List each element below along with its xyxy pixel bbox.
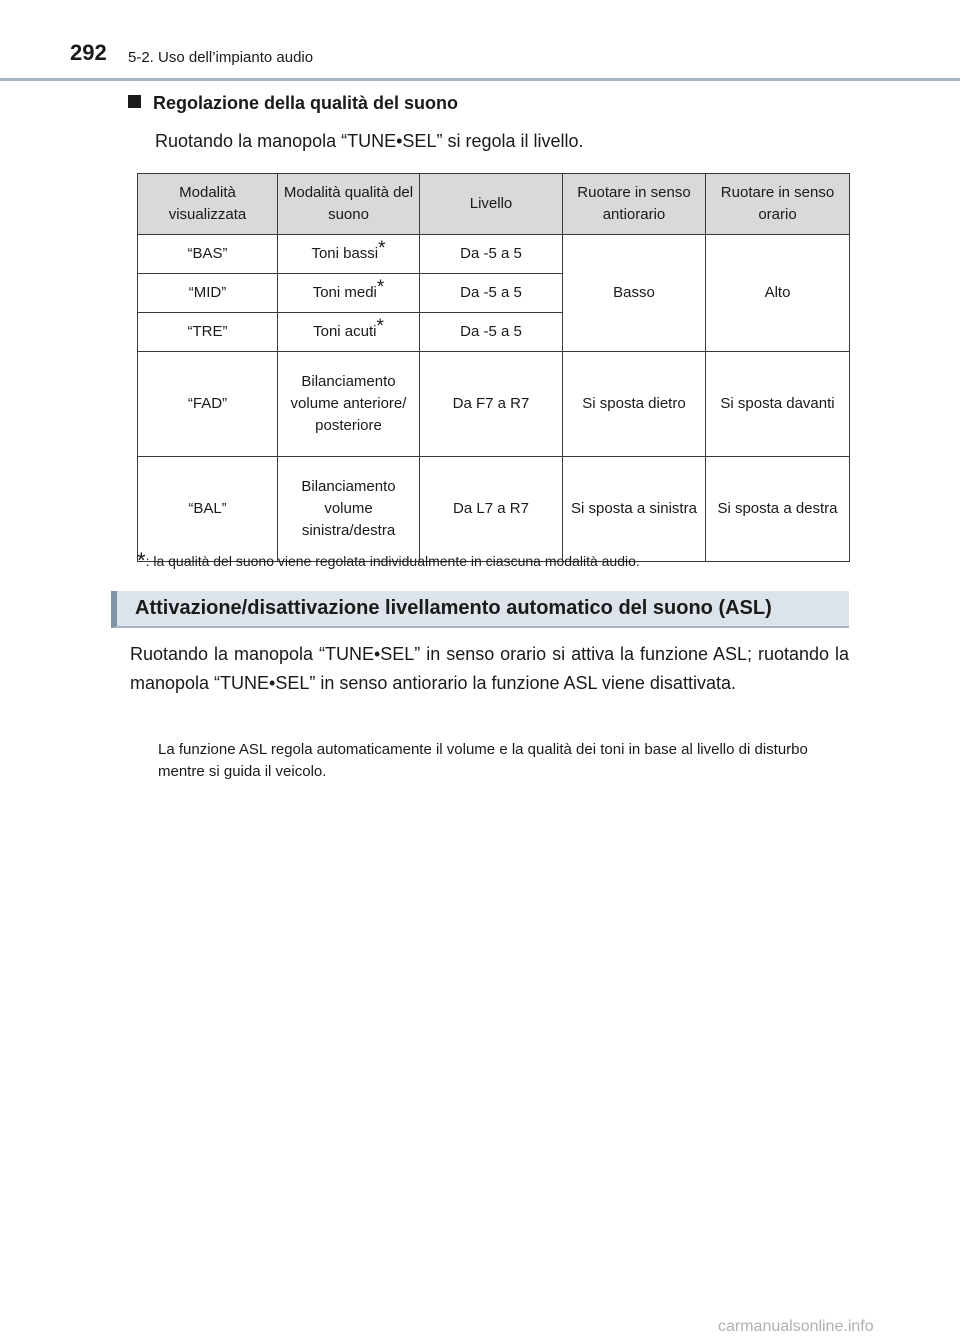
quality-label: Toni bassi xyxy=(311,245,379,262)
table-row xyxy=(138,457,850,562)
footnote-text: : la qualità del suono viene regolata individualmente in ciascuna modalità audio. xyxy=(145,553,640,569)
header-divider xyxy=(0,78,960,81)
header-counterclockwise: Ruotare in senso antiorario xyxy=(563,174,706,235)
asterisk-marker: * xyxy=(376,277,385,298)
quality-label: Toni acuti xyxy=(313,323,377,340)
subsection-title-text: Regolazione della qualità del suono xyxy=(153,93,459,113)
page-header xyxy=(0,0,960,80)
mode-cell: “MID” xyxy=(138,274,278,313)
chapter-reference: 5-2. Uso dell’impianto audio xyxy=(128,49,314,66)
level-cell: Da -5 a 5 xyxy=(420,235,563,274)
clockwise-cell: Si sposta a destra xyxy=(706,457,850,562)
watermark: carmanualsonline.info xyxy=(718,1318,874,1335)
table-row xyxy=(138,235,850,274)
mode-cell: “TRE” xyxy=(138,313,278,352)
quality-cell xyxy=(278,313,420,352)
section-note: La funzione ASL regola automaticamente il volume e la qualità dei toni in base al livello di disturbo mentre si guida il veicolo. xyxy=(158,741,808,780)
mode-cell: “BAL” xyxy=(138,457,278,562)
header-clockwise: Ruotare in senso orario xyxy=(706,174,850,235)
square-bullet-icon xyxy=(128,95,141,108)
mode-cell: “BAS” xyxy=(138,235,278,274)
counterclockwise-cell: Si sposta dietro xyxy=(563,352,706,457)
quality-label: Toni medi xyxy=(312,284,377,301)
level-cell: Da F7 a R7 xyxy=(420,352,563,457)
asterisk-marker: * xyxy=(378,238,386,259)
section-title: Attivazione/disattivazione livellamento automatico del suono (ASL) xyxy=(135,597,772,619)
level-cell: Da L7 a R7 xyxy=(420,457,563,562)
quality-cell xyxy=(278,274,420,313)
level-cell: Da -5 a 5 xyxy=(420,274,563,313)
header-display-mode: Modalità visualizzata xyxy=(138,174,278,235)
tone-clockwise-cell: Alto xyxy=(706,235,850,352)
table-header-row xyxy=(138,174,850,235)
tone-counterclockwise-cell: Basso xyxy=(563,235,706,352)
section-body: Ruotando la manopola “TUNE•SEL” in senso orario si attiva la funzione ASL; ruotando la manopola “TUNE•SEL” in senso antiorario la funzione ASL viene disattivata. xyxy=(130,644,849,693)
clockwise-cell: Si sposta davanti xyxy=(706,352,850,457)
counterclockwise-cell: Si sposta a sinistra xyxy=(563,457,706,562)
quality-cell xyxy=(278,235,420,274)
header-sound-quality-mode: Modalità qualità del suono xyxy=(278,174,420,235)
quality-cell: Bilanciamento volume anteriore/ posteriore xyxy=(278,352,420,457)
quality-cell: Bilanciamento volume sinistra/destra xyxy=(278,457,420,562)
table-footnote xyxy=(137,548,640,574)
mode-cell: “FAD” xyxy=(138,352,278,457)
header-level: Livello xyxy=(420,174,563,235)
table-row xyxy=(138,352,850,457)
page-number: 292 xyxy=(70,40,107,65)
level-cell: Da -5 a 5 xyxy=(420,313,563,352)
asterisk-marker: * xyxy=(376,316,384,337)
sound-settings-table xyxy=(137,173,850,562)
subsection-intro: Ruotando la manopola “TUNE•SEL” si regola il livello. xyxy=(155,131,584,151)
footnote-marker: * xyxy=(137,548,146,573)
section-heading-bar xyxy=(111,591,849,628)
subsection-title xyxy=(128,93,458,114)
